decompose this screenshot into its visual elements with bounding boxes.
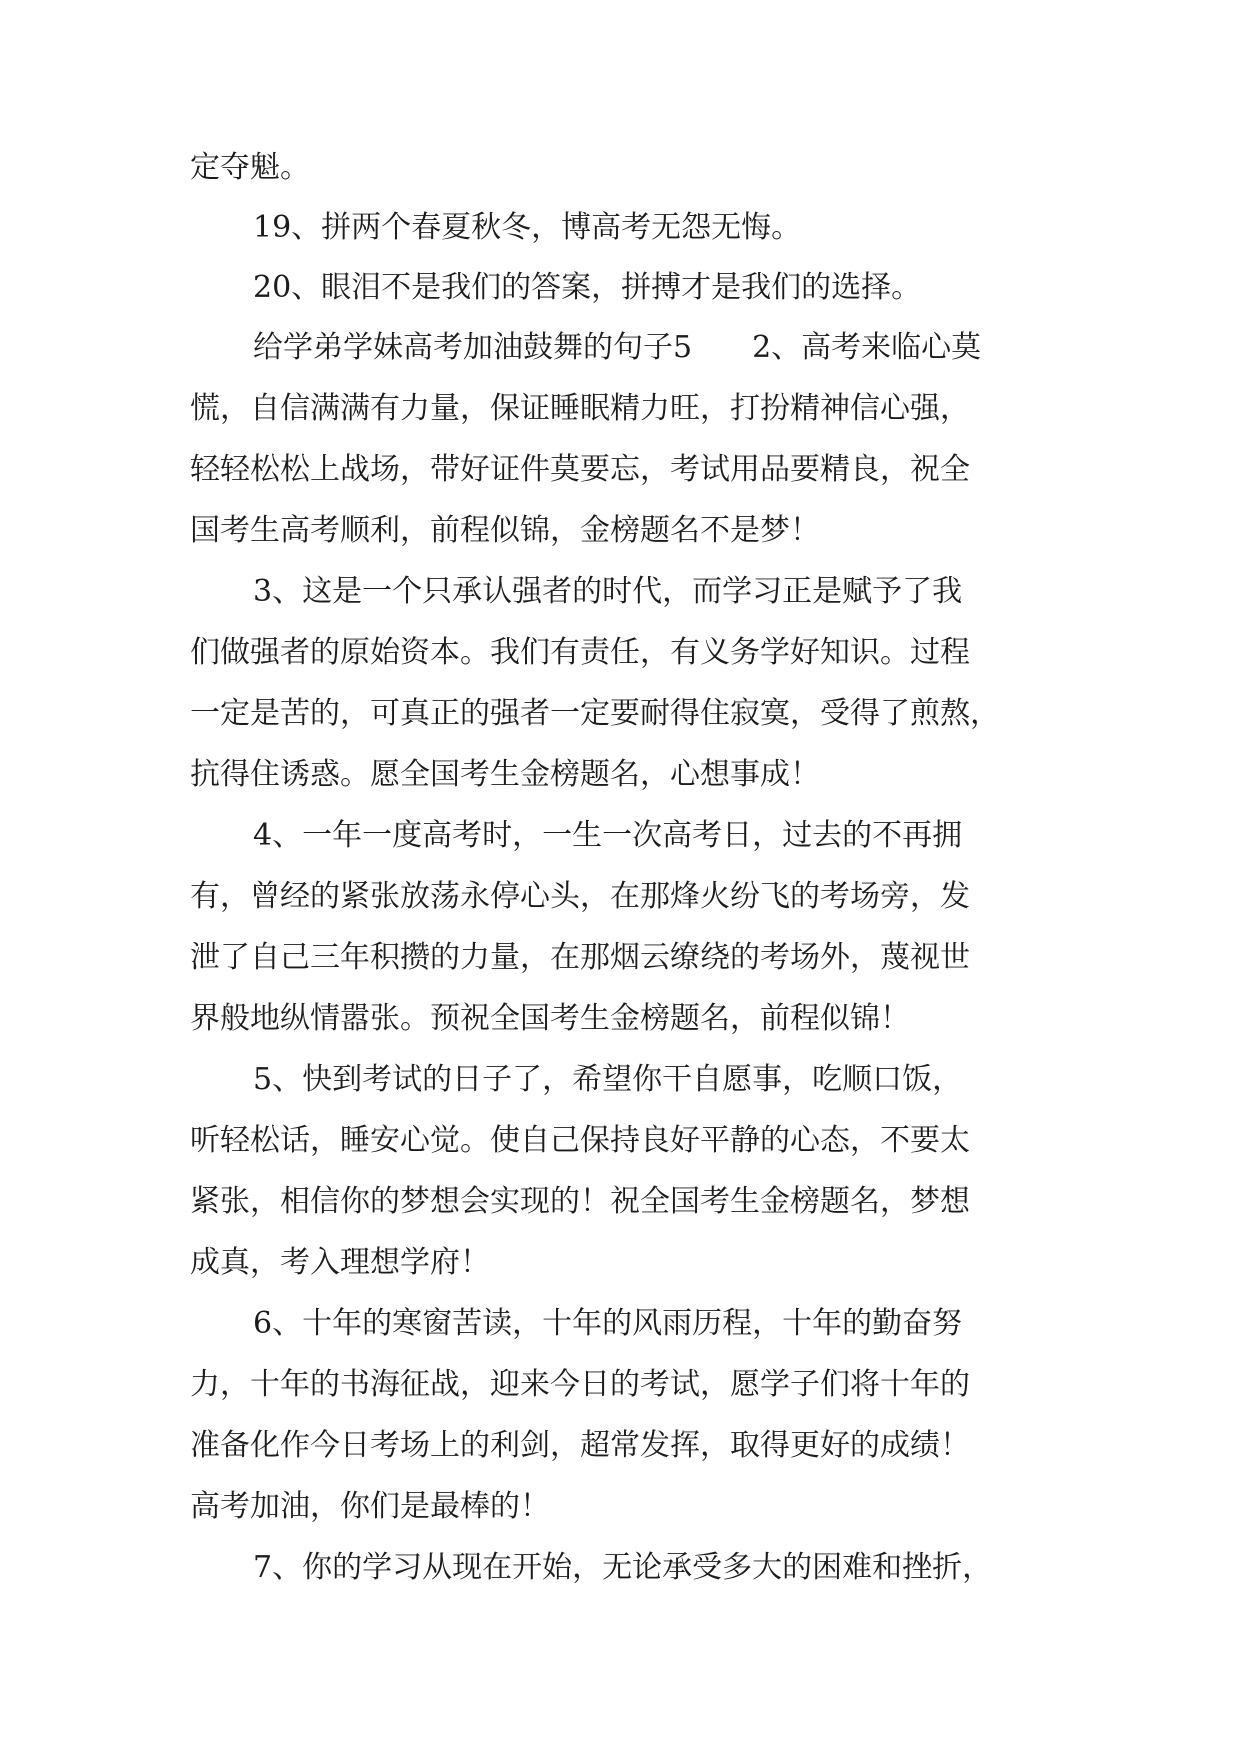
text-line: 高考加油，你们是最棒的！ <box>190 1489 550 1524</box>
text-line: 抗得住诱惑。愿全国考生金榜题名，心想事成！ <box>190 757 820 792</box>
text-line: 定夺魁。 <box>190 150 310 185</box>
text-line: 泄了自己三年积攒的力量，在那烟云缭绕的考场外，蔑视世 <box>190 940 970 975</box>
text-line: 准备化作今日考场上的利剑，超常发挥，取得更好的成绩！ <box>190 1428 970 1463</box>
text-line: 有，曾经的紧张放荡永停心头，在那烽火纷飞的考场旁，发 <box>190 879 970 914</box>
text-line: 5、快到考试的日子了，希望你干自愿事，吃顺口饭， <box>253 1062 963 1097</box>
text-line: 紧张，相信你的梦想会实现的！祝全国考生金榜题名，梦想 <box>190 1184 970 1219</box>
text-line: 界般地纵情嚣张。预祝全国考生金榜题名，前程似锦！ <box>190 1001 910 1036</box>
text-line: 20、眼泪不是我们的答案，拼搏才是我们的选择。 <box>253 270 922 305</box>
text-line: 听轻松话，睡安心觉。使自己保持良好平静的心态，不要太 <box>190 1123 970 1158</box>
text-line: 6、十年的寒窗苦读，十年的风雨历程，十年的勤奋努 <box>253 1306 963 1341</box>
text-line: 轻轻松松上战场，带好证件莫要忘，考试用品要精良，祝全 <box>190 452 970 487</box>
text-line: 4、一年一度高考时，一生一次高考日，过去的不再拥 <box>253 818 963 853</box>
text-line: 们做强者的原始资本。我们有责任，有义务学好知识。过程 <box>190 635 970 670</box>
text-line: 19、拼两个春夏秋冬，博高考无怨无悔。 <box>253 210 802 245</box>
text-line: 国考生高考顺利，前程似锦，金榜题名不是梦！ <box>190 513 820 548</box>
text-line: 力，十年的书海征战，迎来今日的考试，愿学子们将十年的 <box>190 1367 970 1402</box>
text-line: 一定是苦的，可真正的强者一定要耐得住寂寞，受得了煎熬， <box>190 696 1000 731</box>
text-line: 给学弟学妹高考加油鼓舞的句子5 2、高考来临心莫 <box>253 330 982 365</box>
text-line: 成真，考入理想学府！ <box>190 1245 490 1280</box>
text-line: 7、你的学习从现在开始，无论承受多大的困难和挫折， <box>253 1550 993 1585</box>
text-line: 慌，自信满满有力量，保证睡眠精力旺，打扮精神信心强， <box>190 391 970 426</box>
text-line: 3、这是一个只承认强者的时代，而学习正是赋予了我 <box>253 574 963 609</box>
